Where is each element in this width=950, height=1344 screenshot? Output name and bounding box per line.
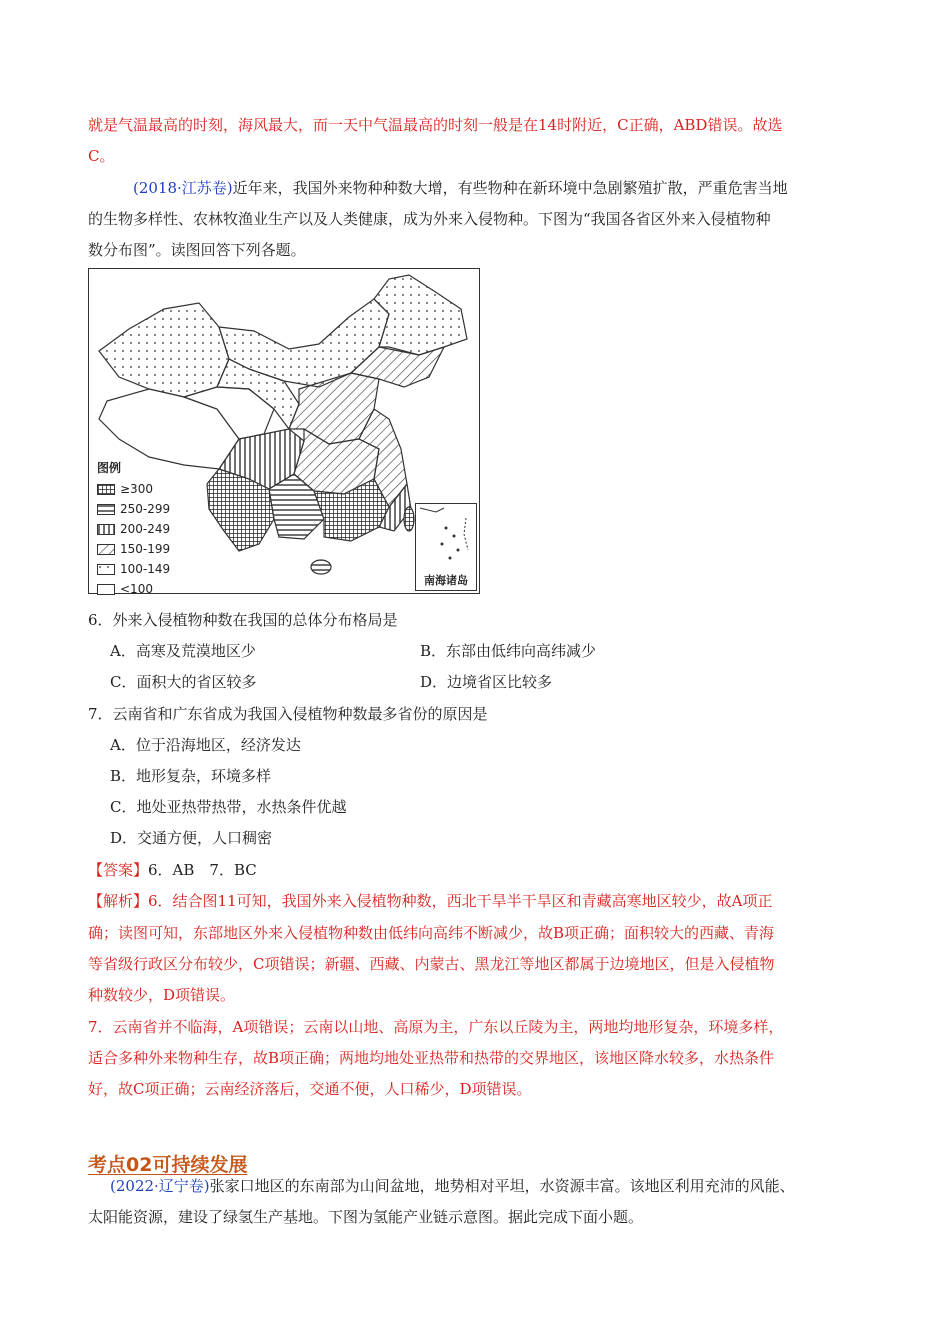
intro-text-1: 近年来，我国外来物种种数大增，有些物种在新环境中急剧繁殖扩散，严重危害当地: [232, 179, 788, 197]
legend-swatch-hlines: [97, 504, 115, 515]
inset-label: 南海诸岛: [424, 574, 468, 587]
answer-tag: 【答案】: [88, 861, 149, 879]
answer-text: 6．AB 7．BC: [148, 861, 257, 879]
analysis-line-2: 确；读图可知，东部地区外来入侵植物种数由低纬向高纬不断减少，故B项正确；面积较大的西藏、青海: [88, 924, 775, 942]
intro-line-1: [133, 178, 788, 198]
intro2-text-1: 张家口地区的东南部为山间盆地，地势相对平坦，水资源丰富。该地区利用充沛的风能、: [209, 1177, 795, 1195]
analysis-text-1: 6．结合图11可知，我国外来入侵植物种数，西北干旱半干旱区和青藏高寒地区较少，故A项正: [148, 892, 773, 910]
legend-label: 150-199: [120, 542, 171, 556]
legend-title: 图例: [97, 461, 122, 475]
legend-label: ≥300: [120, 482, 153, 496]
invasive-species-map: [88, 268, 480, 594]
q6-stem: 6．外来入侵植物种数在我国的总体分布格局是: [88, 611, 398, 629]
q7-option-b: B．地形复杂，环境多样: [110, 767, 272, 785]
analysis-line-7: 好，故C项正确；云南经济落后，交通不便，人口稀少，D项错误。: [88, 1080, 532, 1098]
intro-line-2: 的生物多样性、农林牧渔业生产以及人类健康，成为外来入侵物种。下图为“我国各省区外来入侵植物种: [88, 210, 771, 228]
legend-swatch-hatch: [97, 544, 115, 555]
q7-option-c: C．地处亚热带热带，水热条件优越: [110, 798, 347, 816]
map-legend: [97, 459, 170, 599]
legend-row: [97, 479, 170, 499]
legend-row: [97, 539, 170, 559]
legend-swatch-blank: [97, 584, 115, 595]
legend-swatch-grid: [97, 484, 115, 495]
intro2-line-2: 太阳能资源，建设了绿氢生产基地。下图为氢能产业链示意图。据此完成下面小题。: [88, 1208, 644, 1226]
legend-label: <100: [120, 582, 153, 596]
analysis-line-3: 等省级行政区分布较少，C项错误；新疆、西藏、内蒙古、黑龙江等地区都属于边境地区，但是入侵植物: [88, 955, 775, 973]
legend-label: 200-249: [120, 522, 171, 536]
legend-swatch-vlines: [97, 524, 115, 535]
answer-line: [88, 860, 257, 880]
legend-row: [97, 499, 170, 519]
legend-row: [97, 579, 170, 599]
analysis-line-6: 适合多种外来物种生存，故B项正确；两地均地处亚热带和热带的交界地区，该地区降水较多，水热条件: [88, 1049, 775, 1067]
south-china-sea-inset: [415, 503, 477, 591]
analysis-line-1: [88, 891, 772, 911]
legend-label: 250-299: [120, 502, 171, 516]
legend-row: [97, 559, 170, 579]
source-tag: (2018·江苏卷): [133, 179, 233, 197]
q6-option-b: B．东部由低纬向高纬减少: [420, 642, 597, 660]
analysis-line-4: 种数较少，D项错误。: [88, 986, 236, 1004]
q7-stem: 7．云南省和广东省成为我国入侵植物种数最多省份的原因是: [88, 705, 488, 723]
region-taiwan: [404, 507, 414, 531]
prev-analysis-line-1: 就是气温最高的时刻，海风最大，而一天中气温最高的时刻一般是在14时附近，C正确，ABD错误。故选: [88, 116, 783, 134]
q6-option-a: A．高寒及荒漠地区少: [110, 642, 256, 660]
region-hainan: [311, 560, 331, 574]
section-title: 考点02可持续发展: [88, 1154, 248, 1176]
inset-islands-graphic: [416, 504, 475, 574]
intro-line-3: 数分布图”。读图回答下列各题。: [88, 241, 306, 259]
q6-option-c: C．面积大的省区较多: [110, 673, 257, 691]
intro2-line-1: [110, 1176, 795, 1196]
legend-swatch-dots: [97, 564, 115, 575]
analysis-line-5: 7．云南省并不临海，A项错误；云南以山地、高原为主，广东以丘陵为主，两地均地形复杂，环境多样，: [88, 1018, 784, 1036]
q7-option-d: D．交通方便，人口稠密: [110, 829, 273, 847]
q7-option-a: A．位于沿海地区，经济发达: [110, 736, 301, 754]
analysis-tag: 【解析】: [88, 892, 149, 910]
q6-option-d: D．边境省区比较多: [420, 673, 553, 691]
legend-row: [97, 519, 170, 539]
source-tag-2: (2022·辽宁卷): [110, 1177, 210, 1195]
legend-label: 100-149: [120, 562, 171, 576]
region-xinjiang: [99, 303, 229, 397]
prev-analysis-line-2: C。: [88, 147, 115, 165]
